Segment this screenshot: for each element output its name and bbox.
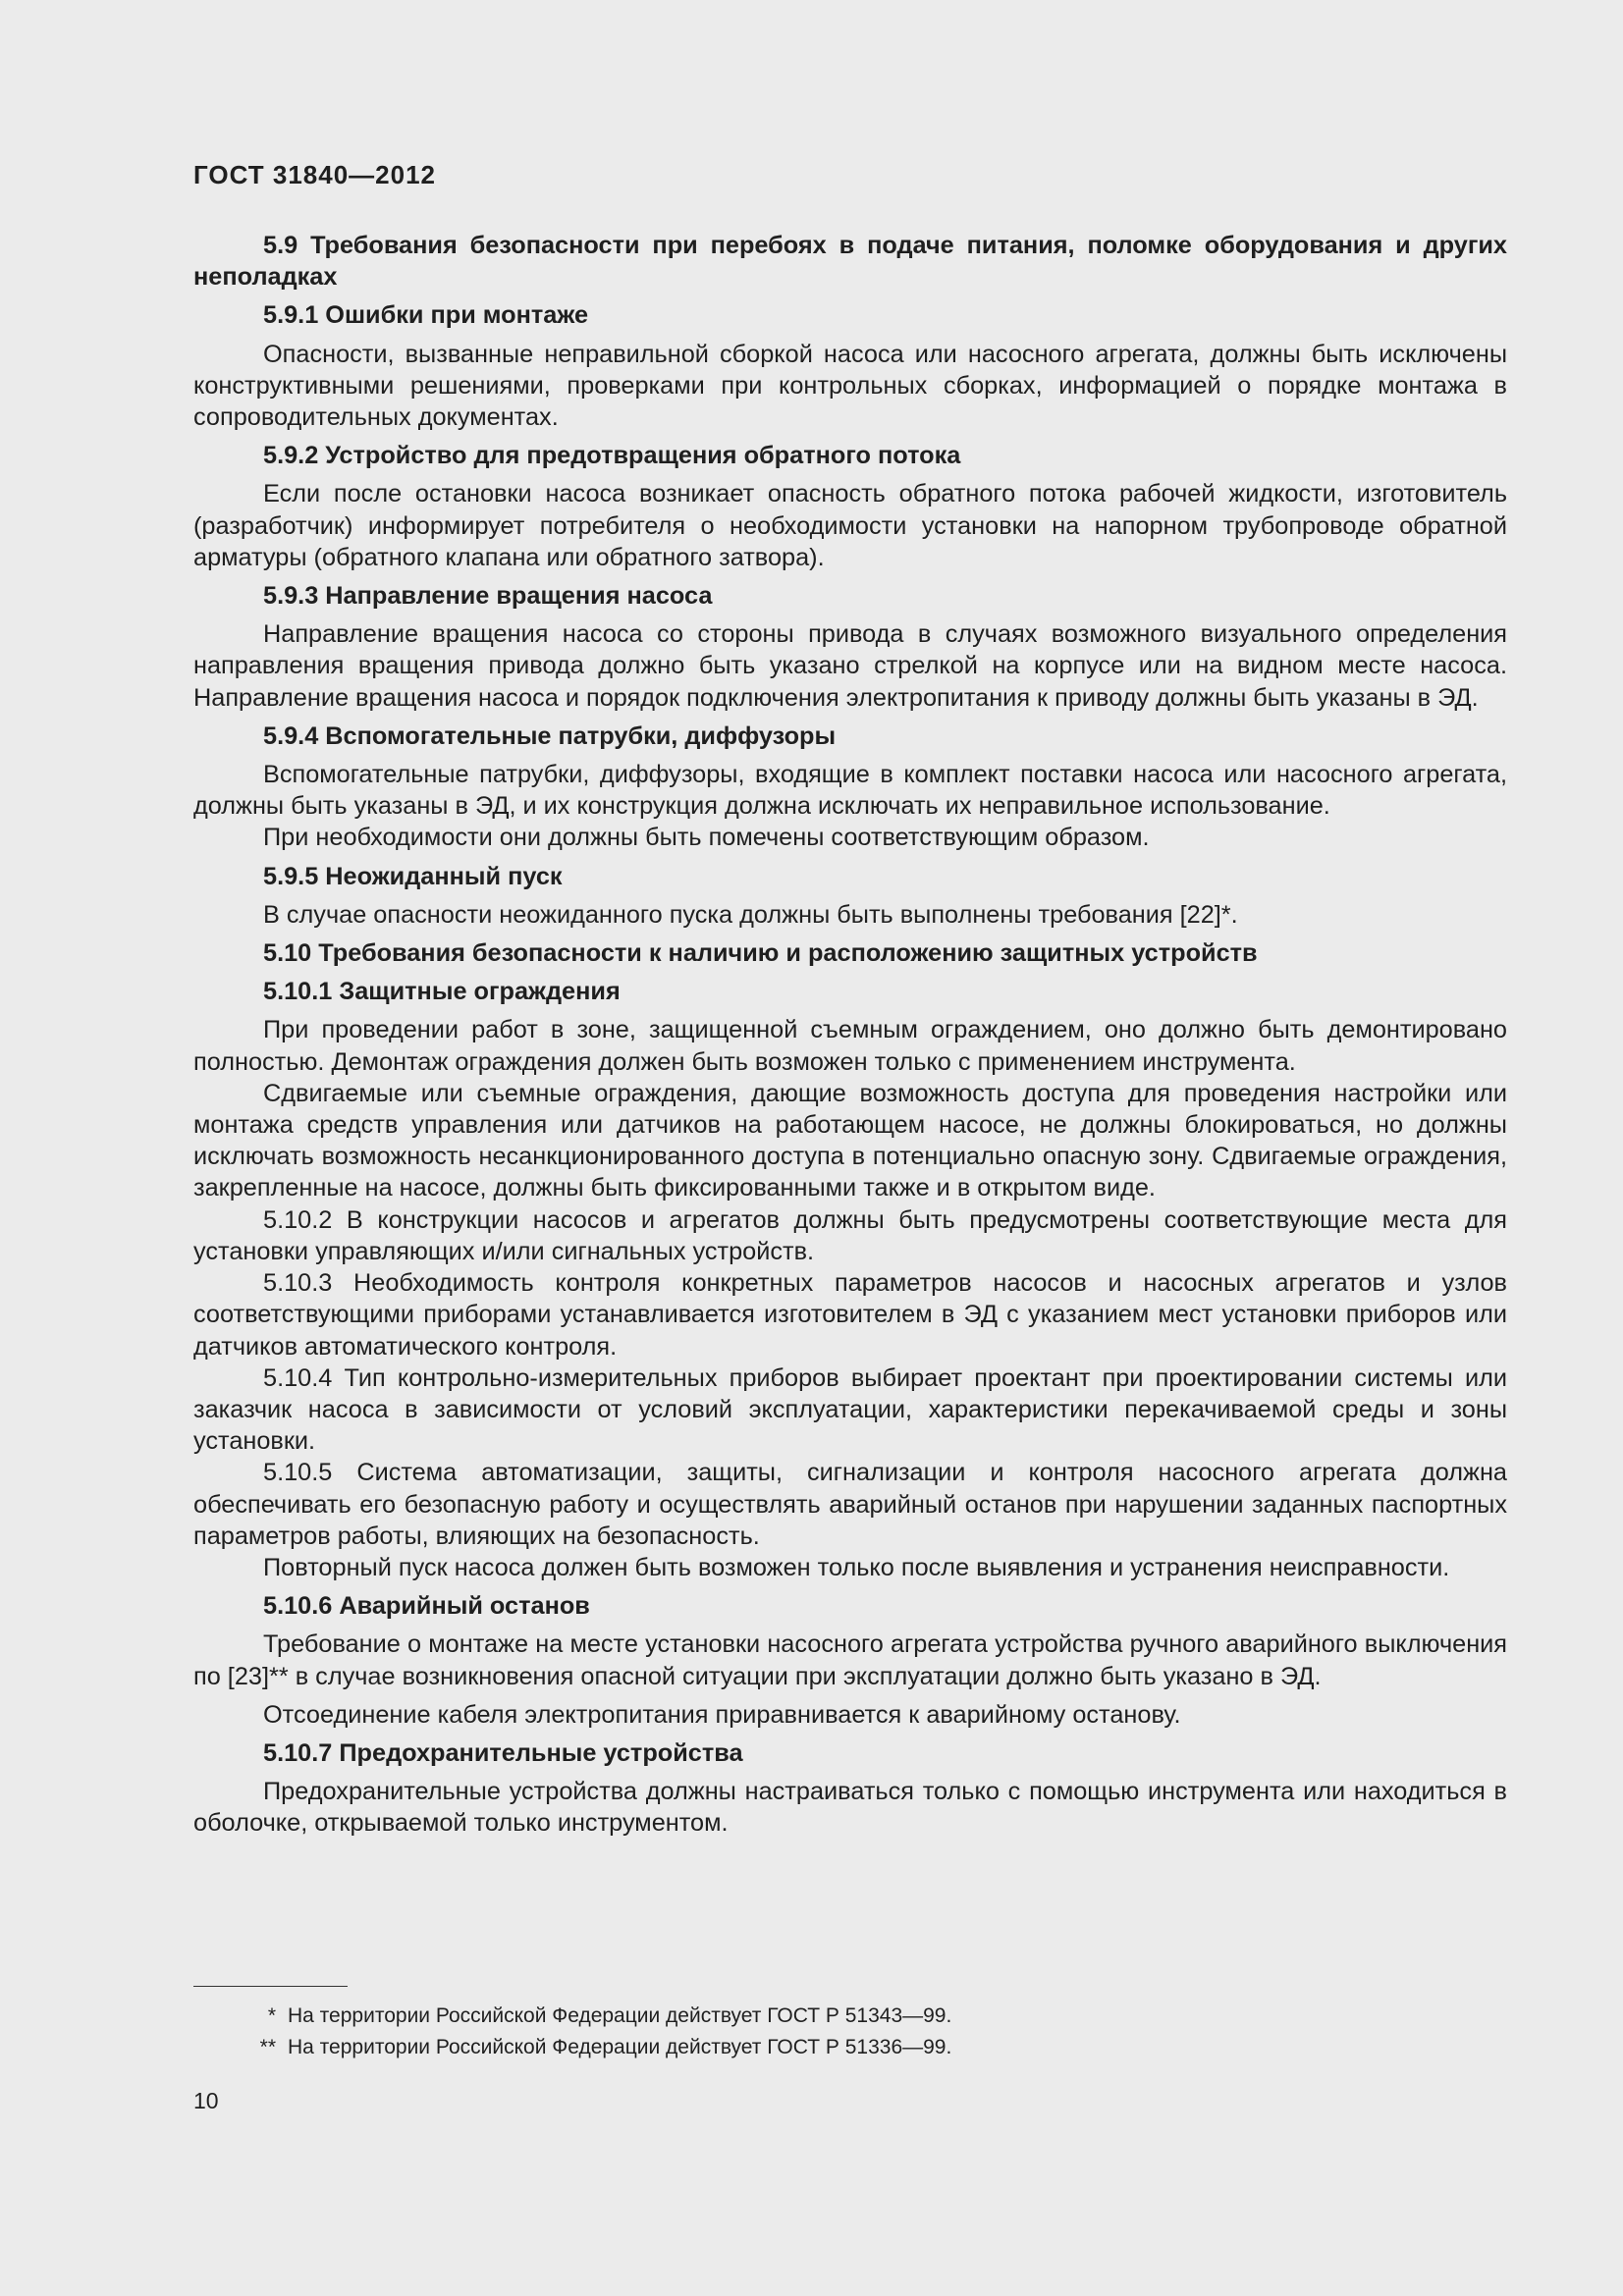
paragraph: Вспомогательные патрубки, диффузоры, входящие в комплект поставки насоса или насосного агрегата, должны быть указаны в ЭД, и их конструкция должна исключать их неправильное использование.: [193, 761, 1507, 821]
paragraph: Сдвигаемые или съемные ограждения, дающие возможность доступа для проведения настройки или монтажа средств управления или датчиков на работающем насосе, не должны блокироваться, но должны исключать возможность несанкционированного доступа в потенциально опасную зону. Сдвигаемые ограждения, закрепленные на насосе, должны быть фиксированными также и в открытом виде.: [193, 1079, 1507, 1202]
footnote: [193, 2001, 1470, 2032]
standard-header: ГОСТ 31840—2012: [193, 160, 436, 189]
paragraph: В случае опасности неожиданного пуска должны быть выполнены требования [22]*.: [263, 900, 1238, 929]
section-heading-5-10: 5.10 Требования безопасности к наличию и расположению защитных устройств: [263, 939, 1258, 968]
section-heading-5-9-4: 5.9.4 Вспомогательные патрубки, диффузоры: [263, 721, 837, 750]
page-number: 10: [193, 2088, 219, 2113]
paragraph-5-10-4: 5.10.4 Тип контрольно-измерительных приборов выбирает проектант при проектировании системы или заказчик насоса в зависимости от условий эксплуатации, характеристики перекачиваемой среды и зоны установки.: [193, 1363, 1507, 1456]
footnotes: [193, 2001, 1470, 2063]
section-heading-5-10-6: 5.10.6 Аварийный останов: [263, 1592, 590, 1621]
footnote-text: На территории Российской Федерации действует ГОСТ Р 51343—99.: [288, 2004, 952, 2027]
page-body: [193, 230, 1507, 1840]
paragraph-5-10-2: 5.10.2 В конструкции насосов и агрегатов должны быть предусмотрены соответствующие места для установки управляющих и/или сигнальных устройств.: [193, 1205, 1507, 1265]
paragraph: При проведении работ в зоне, защищенной съемным ограждением, оно должно быть демонтировано полностью. Демонтаж ограждения должен быть возможен только с применением инструмента.: [193, 1016, 1507, 1076]
section-heading-5-9-1: 5.9.1 Ошибки при монтаже: [263, 301, 589, 330]
paragraph: Отсоединение кабеля электропитания приравнивается к аварийному останову.: [263, 1700, 1181, 1729]
footnote: [193, 2032, 1470, 2063]
footnote-mark: *: [267, 2004, 276, 2027]
section-heading-5-9-3: 5.9.3 Направление вращения насоса: [263, 582, 713, 611]
paragraph-5-10-5: 5.10.5 Система автоматизации, защиты, сигнализации и контроля насосного агрегата должна обеспечивать его безопасную работу и осуществлять аварийный останов при нарушении заданных паспортных параметров работы, влияющих на безопасность.: [193, 1459, 1507, 1550]
footnote-text: На территории Российской Федерации действует ГОСТ Р 51336—99.: [288, 2036, 952, 2058]
paragraph: Требование о монтаже на месте установки насосного агрегата устройства ручного аварийного выключения по [23]** в случае возникновения опасной ситуации при эксплуатации должно быть указано в ЭД.: [193, 1630, 1507, 1690]
paragraph: Направление вращения насоса со стороны привода в случаях возможного визуального определения направления вращения привода должно быть указано стрелкой на корпусе или на видном месте насоса. Направление вращения насоса и порядок подключения электропитания к приводу должны быть указаны в ЭД.: [193, 620, 1507, 712]
section-heading-5-9: 5.9 Требования безопасности при перебоях в подаче питания, поломке оборудования и других неполадках: [193, 232, 1507, 292]
paragraph-5-10-3: 5.10.3 Необходимость контроля конкретных параметров насосов и насосных агрегатов и узлов соответствующими приборами устанавливается изготовителем в ЭД с указанием мест установки приборов или датчиков автоматического контроля.: [193, 1269, 1507, 1361]
section-heading-5-10-7: 5.10.7 Предохранительные устройства: [263, 1738, 743, 1767]
paragraph: Опасности, вызванные неправильной сборкой насоса или насосного агрегата, должны быть исключены конструктивными решениями, проверками при контрольных сборках, информацией о порядке монтажа в сопроводительных документах.: [193, 340, 1507, 432]
footnote-divider: [193, 1986, 348, 1987]
section-heading-5-10-1: 5.10.1 Защитные ограждения: [263, 978, 621, 1006]
section-heading-5-9-5: 5.9.5 Неожиданный пуск: [263, 862, 563, 890]
section-heading-5-9-2: 5.9.2 Устройство для предотвращения обратного потока: [263, 442, 961, 470]
paragraph: Повторный пуск насоса должен быть возможен только после выявления и устранения неисправности.: [263, 1553, 1450, 1581]
paragraph: Предохранительные устройства должны настраиваться только с помощью инструмента или находиться в оболочке, открываемой только инструментом.: [193, 1778, 1507, 1838]
paragraph: Если после остановки насоса возникает опасность обратного потока рабочей жидкости, изготовитель (разработчик) информирует потребителя о необходимости установки на напорном трубопроводе обратной арматуры (обратного клапана или обратного затвора).: [193, 480, 1507, 571]
paragraph: При необходимости они должны быть помечены соответствующим образом.: [263, 824, 1150, 852]
footnote-mark: **: [259, 2036, 276, 2058]
